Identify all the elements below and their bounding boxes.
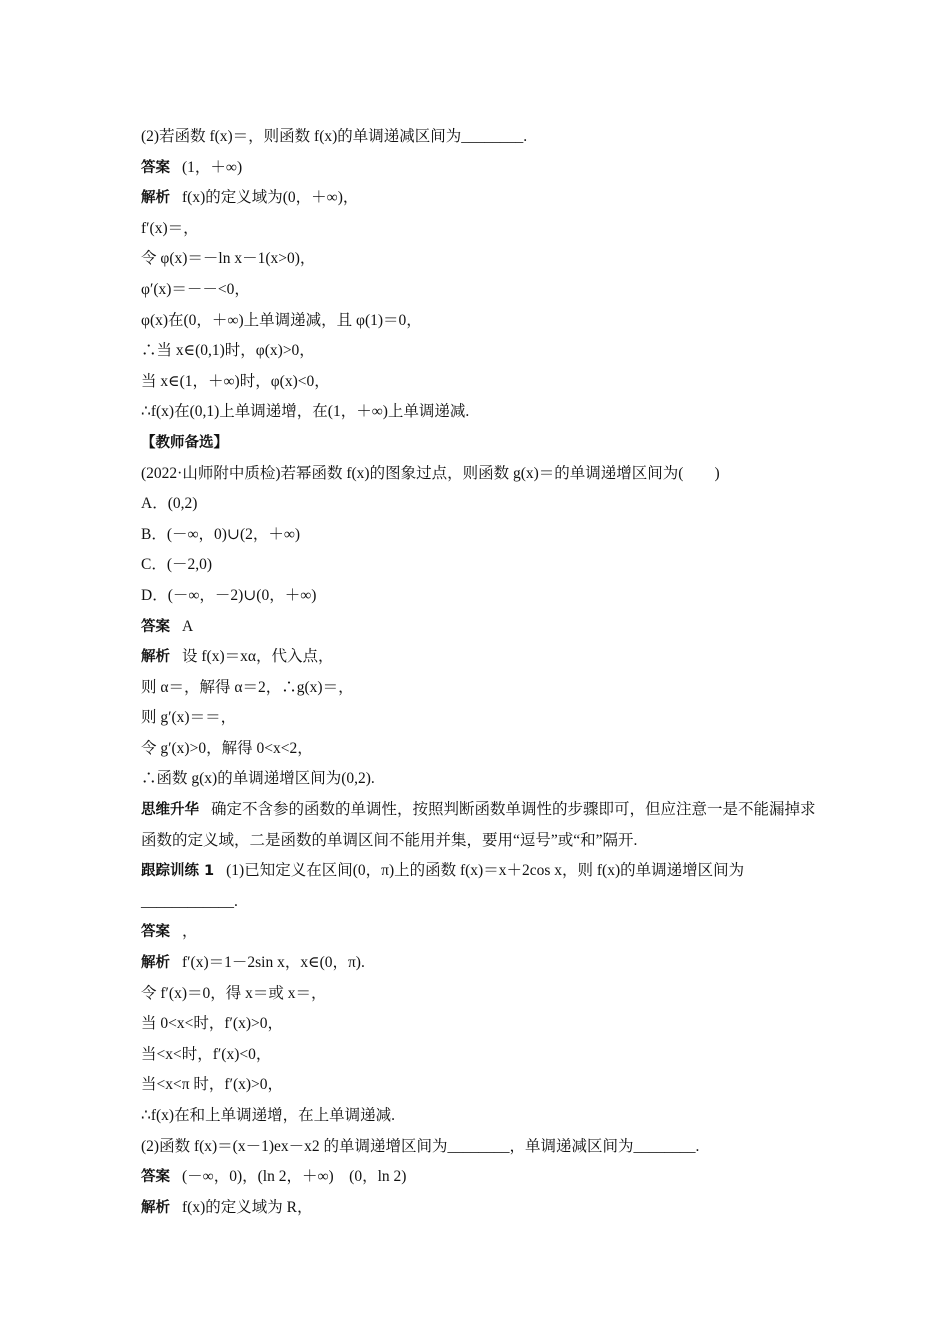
content-line (141, 1040, 821, 1071)
line-text: φ(x)在(0，＋∞)上单调递减，且 φ(1)＝0， (141, 311, 422, 329)
line-text: 令 φ(x)＝－ln x－1(x>0)， (141, 250, 316, 268)
practice-text: (1)已知定义在区间(0，π)上的函数 f(x)＝x＋2cos x，则 f(x)的单调递增区间为____________. (141, 862, 745, 910)
practice-label: 跟踪训练 1 (141, 863, 215, 880)
line-text: ∴f(x)在和上单调递增，在上单调递减. (141, 1107, 395, 1124)
line-text: (－∞，0)，(ln 2，＋∞) (0，ln 2) (182, 1168, 407, 1186)
line-text: 当 x∈(1，＋∞)时，φ(x)<0， (141, 372, 330, 390)
line-text: (2)函数 f(x)＝(x－1)ex－x2 的单调递增区间为________，单调递减区间为________. (141, 1137, 700, 1155)
line-text: f(x)的定义域为(0，＋∞)， (182, 189, 359, 207)
line-label: 解析 (141, 1199, 170, 1216)
line-text: f′(x)＝1－2sin x，x∈(0，π). (182, 954, 365, 972)
line-text: 则 α＝，解得 α＝2，∴g(x)＝， (141, 678, 354, 696)
line-text: B．(－∞，0)∪(2，＋∞) (141, 525, 301, 543)
content-line (141, 1132, 821, 1163)
content-line (141, 428, 821, 459)
content-line (141, 1101, 821, 1132)
practice-paragraph (141, 856, 821, 917)
line-text: D．(－∞，－2)∪(0，＋∞) (141, 586, 317, 604)
line-text: 令 g′(x)>0，解得 0<x<2， (141, 739, 313, 757)
content-line (141, 581, 821, 612)
content-line (141, 703, 821, 734)
thinking-text: 确定不含参的函数的单调性，按照判断函数单调性的步骤即可，但应注意一是不能漏掉求函数的定义域，二是函数的单调区间不能用并集，要用“逗号”或“和”隔开. (141, 801, 816, 849)
line-text: 当 0<x<时，f′(x)>0， (141, 1015, 283, 1033)
line-text: 设 f(x)＝xα，代入点， (182, 648, 334, 666)
line-label: 答案 (141, 159, 170, 176)
content-line (141, 489, 821, 520)
content-line (141, 673, 821, 704)
line-text: ∴当 x∈(0,1)时，φ(x)>0， (141, 342, 315, 360)
content-line (141, 979, 821, 1010)
content-line (141, 642, 821, 673)
content-line (141, 397, 821, 428)
content-line (141, 275, 821, 306)
content-line (141, 612, 821, 643)
line-text: (1，＋∞) (182, 158, 243, 176)
line-label: 解析 (141, 190, 170, 207)
line-text: 当<x<时，f′(x)<0， (141, 1045, 272, 1063)
content-line (141, 153, 821, 184)
line-text: (2022·山师附中质检)若幂函数 f(x)的图象过点，则函数 g(x)＝的单调递增区间为( ) (141, 464, 720, 482)
line-text: f′(x)＝， (141, 219, 199, 237)
content-line (141, 336, 821, 367)
content-line (141, 917, 821, 948)
content-line (141, 367, 821, 398)
line-label: 解析 (141, 649, 170, 666)
line-text: (2)若函数 f(x)＝，则函数 f(x)的单调递减区间为________. (141, 128, 528, 145)
content-line (141, 520, 821, 551)
line-text: A (182, 617, 194, 635)
line-text: 当<x<π 时，f′(x)>0， (141, 1076, 284, 1094)
content-line (141, 734, 821, 765)
content-line (141, 183, 821, 214)
line-text: ∴函数 g(x)的单调递增区间为(0,2). (141, 770, 375, 788)
line-label: 答案 (141, 1169, 170, 1186)
thinking-paragraph (141, 795, 821, 856)
line-text: ， (182, 923, 198, 941)
content-line (141, 459, 821, 490)
content-line (141, 948, 821, 979)
content-line (141, 550, 821, 581)
content-line (141, 214, 821, 245)
content-line (141, 1162, 821, 1193)
line-text: φ′(x)＝－－<0， (141, 280, 250, 298)
line-text: 令 f′(x)＝0，得 x＝或 x＝， (141, 984, 327, 1002)
line-label: 【教师备选】 (141, 434, 228, 451)
content-line (141, 244, 821, 275)
content-line (141, 1193, 821, 1224)
content-line (141, 306, 821, 337)
thinking-label: 思维升华 (141, 802, 199, 819)
document-page (141, 122, 821, 1223)
solution-block-2 (141, 917, 821, 1223)
content-line (141, 1070, 821, 1101)
content-line (141, 764, 821, 795)
line-text: C．(－2,0) (141, 556, 213, 574)
line-label: 答案 (141, 618, 170, 635)
line-text: A．(0,2) (141, 495, 198, 513)
solution-block-1 (141, 122, 821, 795)
content-line (141, 122, 821, 153)
content-line (141, 1009, 821, 1040)
line-label: 答案 (141, 924, 170, 941)
line-text: f(x)的定义域为 R， (182, 1198, 313, 1216)
line-text: ∴f(x)在(0,1)上单调递增，在(1，＋∞)上单调递减. (141, 403, 470, 421)
line-text: 则 g′(x)＝＝， (141, 709, 237, 727)
line-label: 解析 (141, 955, 170, 972)
